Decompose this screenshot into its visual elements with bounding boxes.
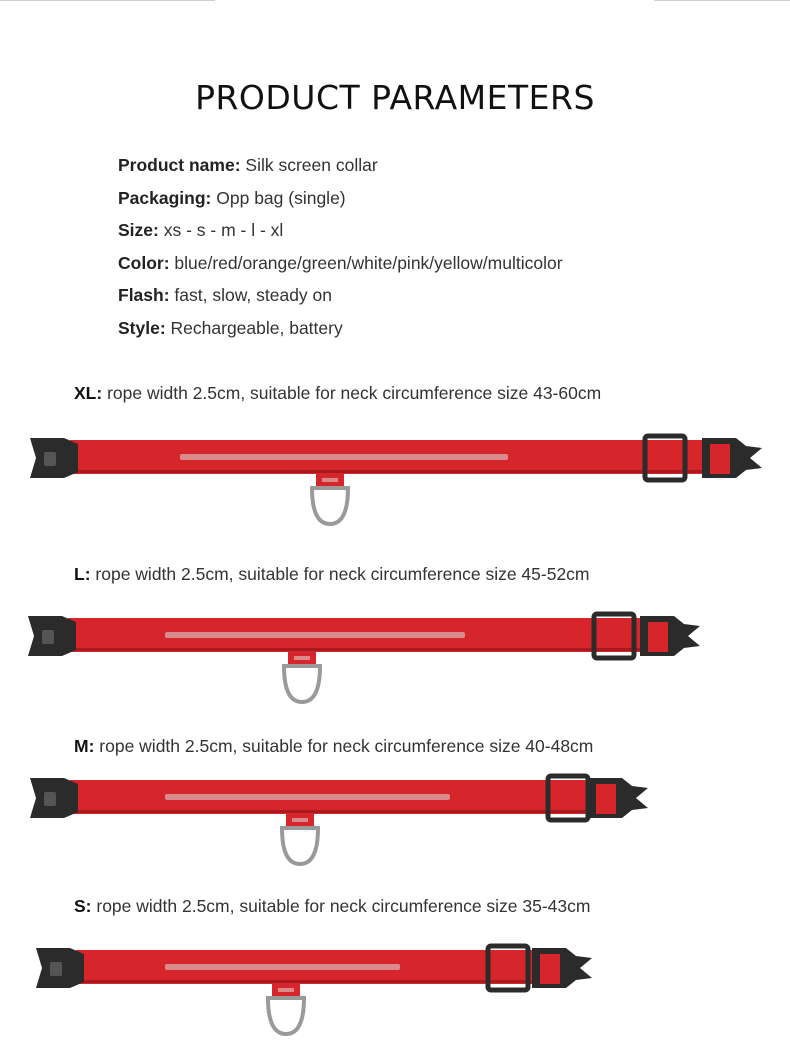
- page-title: PRODUCT PARAMETERS: [195, 78, 595, 117]
- param-size: [118, 220, 563, 253]
- ring-tab-strip: [322, 478, 338, 482]
- collar-image-xl: [0, 420, 790, 530]
- parameter-list: [118, 155, 563, 351]
- size-caption-l: [74, 564, 590, 585]
- d-ring: [284, 666, 320, 702]
- reflective-strip: [165, 964, 400, 970]
- collar-strap-edge: [70, 470, 712, 473]
- param-style: [118, 318, 563, 351]
- size-caption-s: [74, 896, 590, 917]
- param-product-name: [118, 155, 563, 188]
- buckle-emblem: [44, 452, 56, 466]
- param-label: Style:: [118, 317, 166, 338]
- collar-strap-edge: [68, 648, 650, 651]
- buckle-strap-loop: [648, 622, 668, 652]
- collar-image-l: [0, 598, 790, 708]
- size-key: S:: [74, 896, 92, 916]
- size-key: L:: [74, 564, 91, 584]
- buckle-emblem: [50, 962, 62, 976]
- size-text: rope width 2.5cm, suitable for neck circumference size 45-52cm: [95, 564, 590, 584]
- param-value: Silk screen collar: [245, 155, 378, 175]
- reflective-strip: [165, 632, 465, 638]
- ring-tab-strip: [278, 988, 294, 992]
- buckle-emblem: [44, 792, 56, 806]
- collar-image-s: [0, 934, 790, 1044]
- buckle-emblem: [42, 630, 54, 644]
- param-packaging: [118, 188, 563, 221]
- param-label: Flash:: [118, 285, 170, 306]
- size-key: M:: [74, 736, 95, 756]
- size-text: rope width 2.5cm, suitable for neck circumference size 40-48cm: [99, 736, 594, 756]
- collar-strap-edge: [70, 810, 598, 813]
- size-caption-xl: [74, 383, 601, 404]
- buckle-strap-loop: [710, 444, 730, 474]
- d-ring: [312, 488, 348, 524]
- d-ring: [282, 828, 318, 864]
- param-label: Product name:: [118, 155, 241, 175]
- ring-tab-strip: [294, 656, 310, 660]
- d-ring: [268, 998, 304, 1034]
- ring-tab-strip: [292, 818, 308, 822]
- param-color: [118, 253, 563, 286]
- size-text: rope width 2.5cm, suitable for neck circumference size 35-43cm: [96, 896, 591, 916]
- buckle-strap-loop: [596, 784, 616, 814]
- param-value: Opp bag (single): [216, 187, 346, 208]
- param-label: Size:: [118, 220, 159, 241]
- reflective-strip: [165, 794, 450, 800]
- reflective-strip: [180, 454, 508, 460]
- size-text: rope width 2.5cm, suitable for neck circumference size 43-60cm: [107, 383, 602, 403]
- buckle-strap-loop: [540, 954, 560, 984]
- param-flash: [118, 285, 563, 318]
- collar-strap-edge: [76, 980, 542, 983]
- param-label: Packaging:: [118, 187, 212, 208]
- size-caption-m: [74, 736, 593, 757]
- param-value: xs - s - m - l - xl: [163, 220, 284, 241]
- collar-image-m: [0, 762, 790, 872]
- param-value: fast, slow, steady on: [174, 285, 333, 306]
- param-label: Color:: [118, 252, 170, 273]
- top-divider-left: [0, 0, 215, 1]
- top-divider-right: [654, 0, 790, 1]
- param-value: blue/red/orange/green/white/pink/yellow/multicolor: [174, 252, 563, 273]
- param-value: Rechargeable, battery: [170, 317, 343, 338]
- size-key: XL:: [74, 383, 103, 403]
